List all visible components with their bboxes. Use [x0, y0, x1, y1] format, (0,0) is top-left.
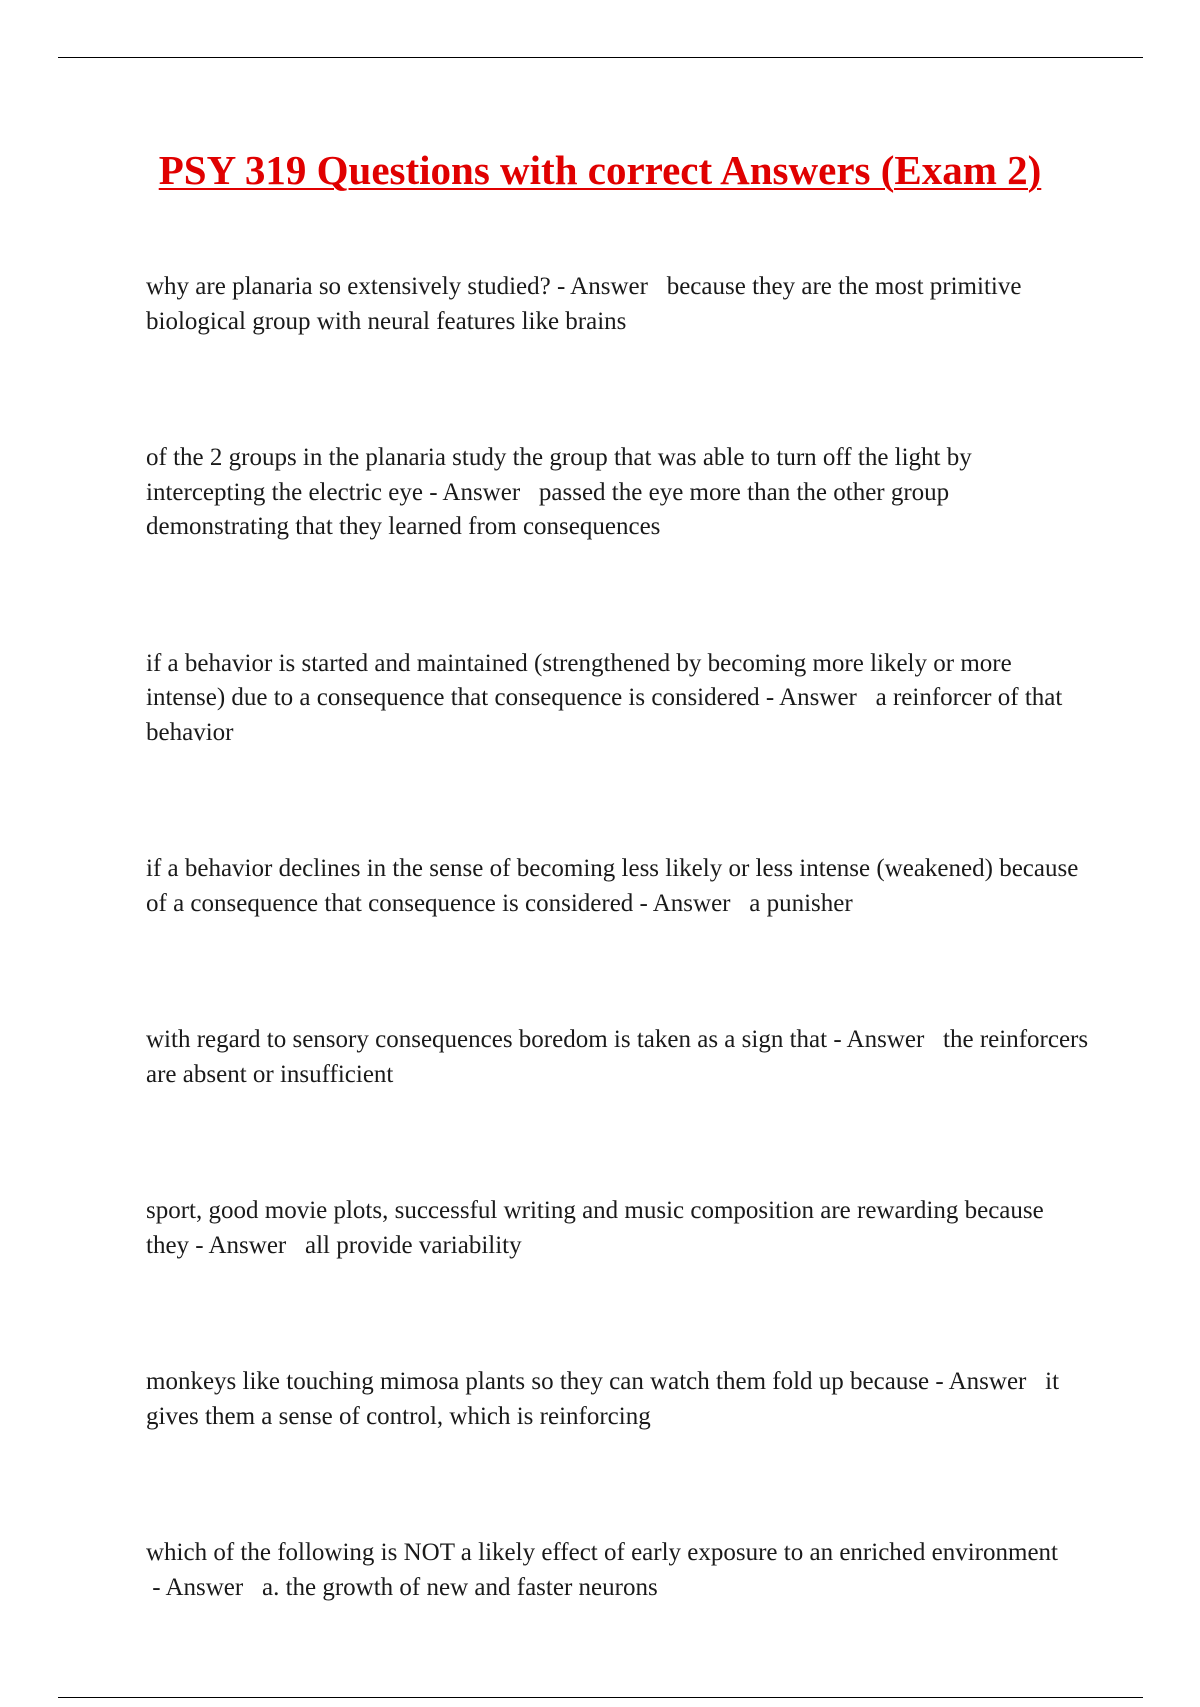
answer-separator: - Answer [827, 1026, 944, 1053]
answer-separator: - Answer [633, 889, 750, 917]
top-rule [58, 57, 1143, 58]
qa-item [146, 852, 1091, 921]
question-text: if a behavior is started and maintained (strengthened by becoming more likely or more intense) due to a consequence that consequence is considered [146, 649, 1012, 711]
qa-item [146, 270, 1091, 339]
qa-list [146, 270, 1091, 1707]
answer-text: because they are the most primitive biological group with neural features like brains [146, 273, 1022, 335]
answer-text: all provide variability [305, 1231, 522, 1259]
bottom-rule [58, 1697, 1143, 1698]
question-text: which of the following is NOT a likely effect of early exposure to an enriched environment [146, 1539, 1058, 1566]
qa-item [146, 1365, 1091, 1434]
answer-separator: - Answer [146, 1573, 262, 1601]
document-title: PSY 319 Questions with correct Answers (Exam 2) [158, 147, 1042, 193]
answer-separator: - Answer [422, 478, 539, 506]
qa-item [146, 441, 1091, 545]
question-text: if a behavior declines in the sense of becoming less likely or less intense (weakened) because of a consequence that consequence is considered [146, 855, 1079, 917]
question-text: monkeys like touching mimosa plants so they can watch them fold up because [146, 1368, 930, 1395]
question-text: why are planaria so extensively studied? [146, 273, 551, 300]
qa-item [146, 1194, 1091, 1263]
answer-text: passed the eye more than the other group demonstrating that they learned from consequences [146, 478, 950, 540]
answer-text: a. the growth of new and faster neurons [261, 1573, 658, 1601]
answer-separator: - Answer [759, 684, 876, 711]
qa-item [146, 1536, 1091, 1605]
question-text: sport, good movie plots, successful writing and music composition are rewarding because they [146, 1197, 1044, 1259]
answer-separator: - Answer [929, 1368, 1046, 1395]
answer-separator: - Answer [189, 1231, 306, 1259]
answer-text: it gives them a sense of control, which is reinforcing [146, 1368, 1060, 1430]
question-text: with regard to sensory consequences boredom is taken as a sign that [146, 1026, 828, 1053]
answer-text: a punisher [749, 889, 853, 917]
question-text: of the 2 groups in the planaria study the group that was able to turn off the light by intercepting the electric eye [146, 444, 972, 506]
answer-text: a reinforcer of that behavior [146, 684, 1063, 746]
answer-separator: - Answer [550, 273, 667, 300]
answer-text: the reinforcers are absent or insufficient [146, 1026, 1089, 1088]
qa-item [146, 1023, 1091, 1092]
qa-item [146, 647, 1091, 751]
